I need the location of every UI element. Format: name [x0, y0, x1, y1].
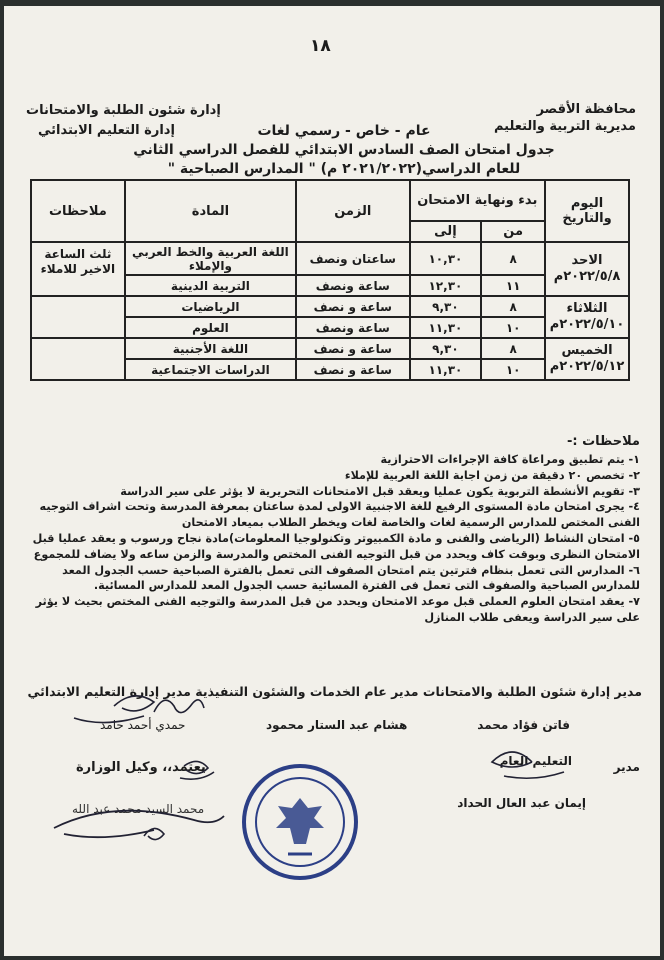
- to-cell: ١٢,٣٠: [410, 275, 482, 296]
- notes-cell: [31, 338, 125, 380]
- subject-cell: التربية الدينية: [125, 275, 296, 296]
- subject-cell: الرياضيات: [125, 296, 296, 317]
- subject-cell: الدراسات الاجتماعية: [125, 359, 296, 380]
- duration-cell: ساعة و نصف: [296, 338, 410, 359]
- governorate-label: محافظة الأقصر: [536, 102, 636, 117]
- document-page: [4, 6, 660, 956]
- notes-cell: ثلث الساعة الاخير للاملاء: [31, 242, 125, 296]
- day-date: ٢٠٢٢/٥/١٢م: [549, 359, 625, 374]
- note-item: ٣- تقويم الأنشطة التربوية يكون عمليا ويعقد قبل الامتحانات التحريرية لا يؤثر على سير الدراسة: [120, 484, 640, 498]
- notes-list: [18, 452, 640, 626]
- from-cell: ١١: [481, 275, 545, 296]
- primary-admin-label: إدارة التعليم الابتدائي: [38, 123, 175, 138]
- note-item: ٥- امتحان النشاط (الرياضى والفنى و مادة الكمبيوتر وتكنولوجيا المعلومات)مادة نجاح ورسوب و يعقد عمليا قبل الامتحان النظرى وبوقت كاف ويحدد من قبل التوجيه الفنى المختص والمدرسة والزمن ساعه ولا يضاف للمجموع: [32, 531, 640, 561]
- from-cell: ٨: [481, 296, 545, 317]
- day-date: ٢٠٢٢/٥/٨م: [553, 269, 621, 284]
- header-to: إلى: [410, 221, 482, 242]
- day-cell: [545, 338, 629, 380]
- signature-scribble: [154, 700, 204, 713]
- table-row: [31, 296, 629, 317]
- undersecretary-name: محمد السيد محمد عبد الله: [72, 802, 205, 816]
- note-item: ١- يتم تطبيق ومراعاة كافة الإجراءات الاحترازية: [380, 453, 640, 466]
- header-subject: المادة: [125, 180, 296, 242]
- day-name: الثلاثاء: [566, 301, 608, 316]
- notes-heading: ملاحظات :-: [566, 434, 640, 449]
- to-cell: ١٠,٣٠: [410, 242, 482, 275]
- gm-title-prefix: مدير: [613, 760, 640, 774]
- signatory-services-director: هشام عبد الستار محمود: [266, 718, 408, 732]
- duration-cell: ساعتان ونصف: [296, 242, 410, 275]
- subject-cell: اللغة الأجنبية: [125, 338, 296, 359]
- exam-schedule-table: [30, 179, 630, 381]
- directorate-label: مديرية التربية والتعليم: [493, 119, 636, 134]
- duration-cell: ساعة ونصف: [296, 275, 410, 296]
- gm-title: التعليم العام: [499, 754, 572, 768]
- day-name: الاحد: [571, 253, 603, 268]
- from-cell: ٨: [481, 242, 545, 275]
- duration-cell: ساعة و نصف: [296, 296, 410, 317]
- day-cell: [545, 296, 629, 338]
- header-day-date: اليوم والتاريخ: [545, 180, 629, 242]
- to-cell: ١١,٣٠: [410, 359, 482, 380]
- signature-titles: مدير إدارة شئون الطلبة والامتحانات مدير عام الخدمات والشئون التنفيذية مدير إدارة التعليم الابتدائي: [27, 684, 642, 699]
- signatory-primary-director: فاتن فؤاد محمد: [477, 718, 570, 732]
- day-date: ٢٠٢٢/٥/١٠م: [549, 317, 625, 332]
- header-duration: الزمن: [296, 180, 410, 242]
- note-item: ٢- تخصص ٢٠ دقيقة من زمن اجابة اللغة العربية للإملاء: [344, 468, 640, 482]
- subject-cell: اللغة العربية والخط العربي والإملاء: [125, 242, 296, 275]
- notes-cell: [31, 296, 125, 338]
- from-cell: ٨: [481, 338, 545, 359]
- from-cell: ١٠: [481, 317, 545, 338]
- header-from: من: [481, 221, 545, 242]
- page-subtitle: للعام الدراسي(٢٠٢١/٢٠٢٢ م) " المدارس الصباحية ": [167, 161, 521, 177]
- subject-cell: العلوم: [125, 317, 296, 338]
- exams-admin-label: إدارة شئون الطلبة والامتحانات: [26, 103, 221, 118]
- header-start-end: بدء ونهاية الامتحان: [410, 180, 545, 221]
- from-cell: ١٠: [481, 359, 545, 380]
- signatory-exams-director: حمدي أحمد حامد: [100, 718, 186, 732]
- header-notes: ملاحظات: [31, 180, 125, 242]
- table-row: [31, 338, 629, 359]
- note-item: ٤- يجرى امتحان مادة المستوى الرفيع للغة الاجنبية الاولى لمدة ساعتان بمعرفة المدرسة وتحت اشراف التوجيه الفنى المختص للمدارس الرسمية لغات والخاصة لغات ويخطر الطلاب بميعاد الامتحان: [39, 500, 640, 530]
- approval-label: يعتمد،، وكيل الوزارة: [76, 760, 206, 775]
- to-cell: ٩,٣٠: [410, 338, 482, 359]
- page-title: جدول امتحان الصف السادس الابتدائي للفصل الدراسي الثاني: [133, 142, 555, 158]
- table-row: [31, 242, 629, 275]
- duration-cell: ساعة ونصف: [296, 317, 410, 338]
- signature-scribble: [144, 828, 164, 839]
- day-cell: [545, 242, 629, 296]
- day-name: الخميس: [561, 343, 613, 358]
- to-cell: ٩,٣٠: [410, 296, 482, 317]
- gm-name: إيمان عبد العال الحداد: [457, 796, 586, 810]
- duration-cell: ساعة و نصف: [296, 359, 410, 380]
- page-number: ١٨: [310, 36, 331, 56]
- note-item: ٦- المدارس التى تعمل بنظام فترتين يتم امتحان الصفوف التى تعمل بالفترة الصباحية حسب الجدول المعد للمدارس الصباحية والصفوف التى تعمل فى الفترة المسائية حسب الجدول المعد للمدارس المسائية.: [62, 563, 640, 593]
- school-category: عام - خاص - رسمي لغات: [257, 123, 431, 139]
- note-item: ٧- يعقد امتحان العلوم العملى قبل موعد الامتحان ويحدد من قبل المدرسة والتوجيه الفنى المختص بحيث لا يؤثر على سير الدراسة ويعفى طلاب المنازل: [35, 595, 640, 624]
- official-seal-icon: [240, 762, 360, 882]
- to-cell: ١١,٣٠: [410, 317, 482, 338]
